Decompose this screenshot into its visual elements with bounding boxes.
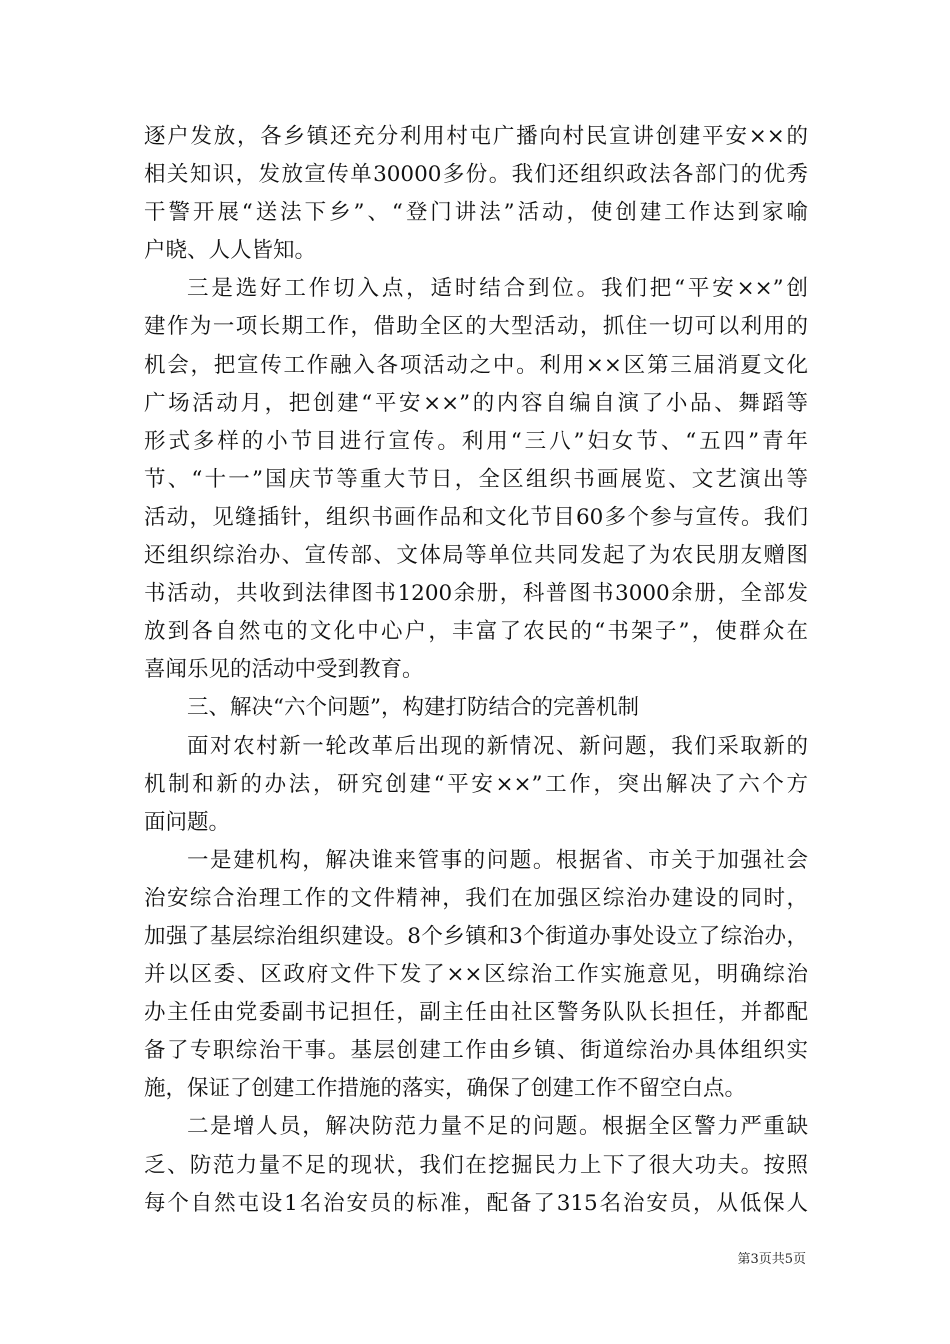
text-line: 书活动，共收到法律图书1200余册，科普图书3000余册，全部发 bbox=[144, 581, 808, 607]
text-line: 形式多样的小节目进行宣传。利用“三八”妇女节、“五四”青年 bbox=[144, 428, 808, 454]
page-body bbox=[144, 118, 808, 1223]
text-line: 施，保证了创建工作措施的落实，确保了创建工作不留空白点。 bbox=[144, 1076, 747, 1102]
paragraph-continued-publicity bbox=[144, 118, 808, 270]
text-line: 三是选好工作切入点，适时结合到位。我们把“平安××”创 bbox=[187, 276, 808, 302]
text-line: 户晓、人人皆知。 bbox=[144, 238, 317, 264]
text-line: 乏、防范力量不足的现状，我们在挖掘民力上下了很大功夫。按照 bbox=[144, 1152, 808, 1178]
text-line: 建作为一项长期工作，借助全区的大型活动，抓住一切可以利用的 bbox=[144, 314, 808, 340]
text-line: 机会，把宣传工作融入各项活动之中。利用××区第三届消夏文化 bbox=[144, 352, 808, 378]
text-line: 二是增人员，解决防范力量不足的问题。根据全区警力严重缺 bbox=[187, 1114, 808, 1140]
section-heading-three bbox=[144, 689, 808, 727]
text-line: 面问题。 bbox=[144, 809, 231, 835]
text-line: 放到各自然屯的文化中心户，丰富了农民的“书架子”，使群众在 bbox=[144, 619, 808, 645]
paragraph-add-personnel bbox=[144, 1108, 808, 1222]
text-line: 加强了基层综治组织建设。8个乡镇和3个街道办事处设立了综治办， bbox=[144, 923, 808, 949]
text-line: 备了专职综治干事。基层创建工作由乡镇、街道综治办具体组织实 bbox=[144, 1038, 808, 1064]
text-line: 机制和新的办法，研究创建“平安××”工作，突出解决了六个方 bbox=[144, 771, 808, 797]
text-line: 相关知识，发放宣传单30000多份。我们还组织政法各部门的优秀 bbox=[144, 162, 808, 188]
page-number-footer: 第3页共5页 bbox=[737, 1252, 806, 1267]
text-line: 逐户发放，各乡镇还充分利用村屯广播向村民宣讲创建平安××的 bbox=[144, 124, 808, 149]
text-line: 每个自然屯设1名治安员的标准，配备了315名治安员，从低保人 bbox=[144, 1190, 808, 1216]
text-line: 广场活动月，把创建“平安××”的内容自编自演了小品、舞蹈等 bbox=[144, 390, 808, 416]
paragraph-section-intro bbox=[144, 728, 808, 842]
text-line: 干警开展“送法下乡”、“登门讲法”活动，使创建工作达到家喻 bbox=[144, 200, 808, 226]
text-line: 一是建机构，解决谁来管事的问题。根据省、市关于加强社会 bbox=[187, 847, 808, 873]
paragraph-build-institutions bbox=[144, 842, 808, 1109]
paragraph-point-three bbox=[144, 270, 808, 689]
text-line: 并以区委、区政府文件下发了××区综治工作实施意见，明确综治 bbox=[144, 962, 808, 988]
text-line: 面对农村新一轮改革后出现的新情况、新问题，我们采取新的 bbox=[187, 733, 808, 759]
section-heading-text: 三、解决“六个问题”，构建打防结合的完善机制 bbox=[187, 695, 639, 721]
text-line: 喜闻乐见的活动中受到教育。 bbox=[144, 657, 424, 683]
text-line: 治安综合治理工作的文件精神，我们在加强区综治办建设的同时， bbox=[144, 885, 808, 911]
text-line: 节、“十一”国庆节等重大节日，全区组织书画展览、文艺演出等 bbox=[144, 466, 808, 492]
text-line: 办主任由党委副书记担任，副主任由社区警务队队长担任，并都配 bbox=[144, 1000, 808, 1026]
text-line: 还组织综治办、宣传部、文体局等单位共同发起了为农民朋友赠图 bbox=[144, 543, 808, 569]
text-line: 活动，见缝插针，组织书画作品和文化节目60多个参与宣传。我们 bbox=[144, 504, 808, 530]
